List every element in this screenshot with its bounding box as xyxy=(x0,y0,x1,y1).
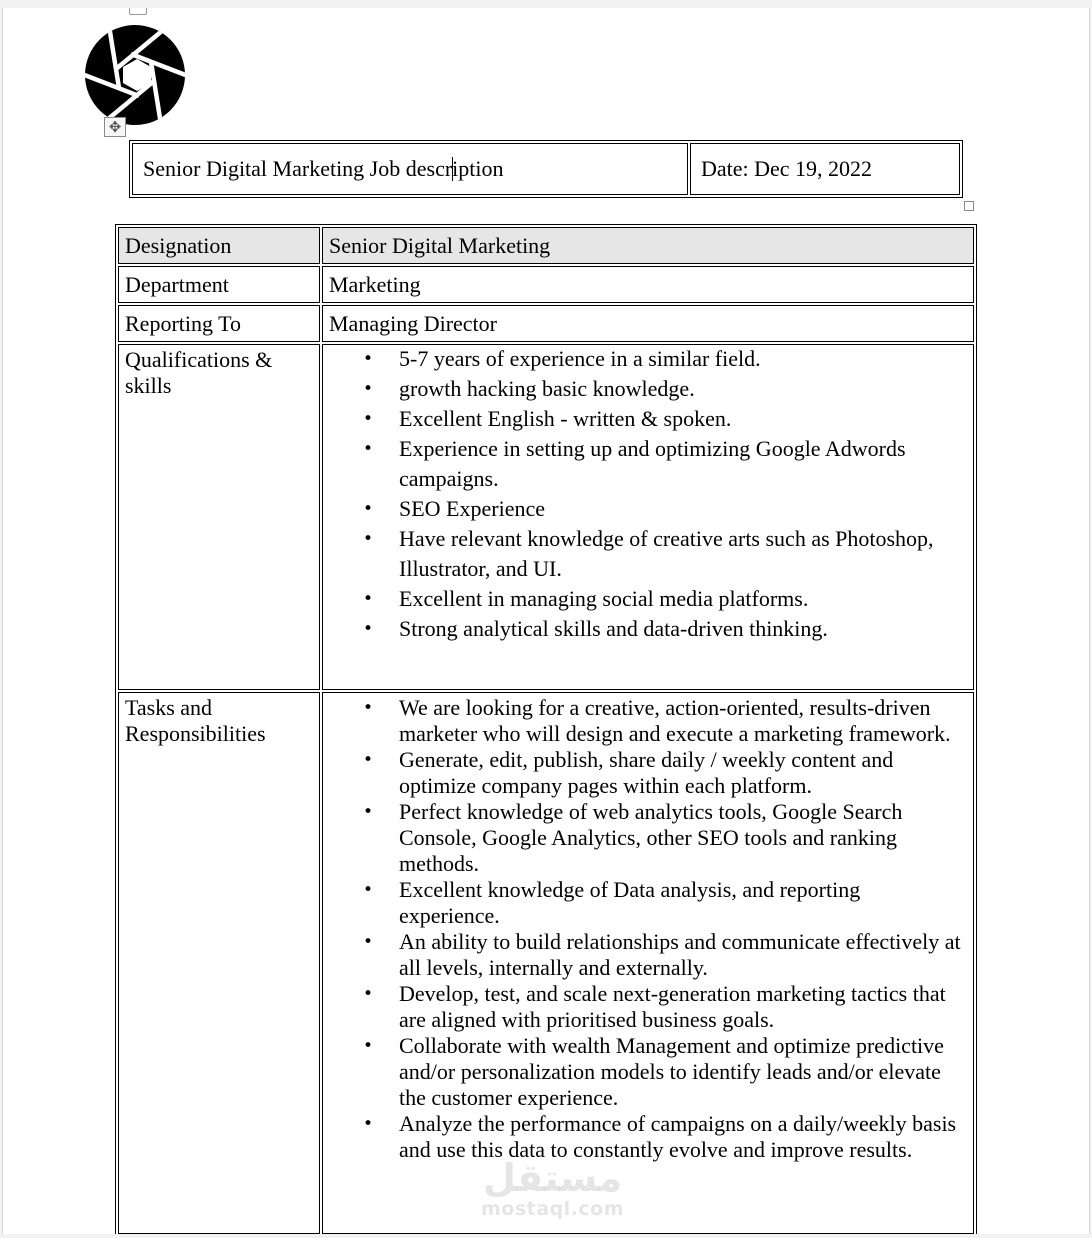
tasks-cell[interactable] xyxy=(322,692,974,1234)
list-item: • Analyze the performance of campaigns on a daily/weekly basis and use this data to constantly evolve and improve results. xyxy=(329,1111,967,1163)
document-title-cell[interactable] xyxy=(132,143,688,195)
header-table xyxy=(129,140,963,198)
list-item: • Have relevant knowledge of creative arts such as Photoshop, Illustrator, and UI. xyxy=(329,524,967,584)
list-item: • Excellent English - written & spoken. xyxy=(329,404,967,434)
table-row-reporting xyxy=(118,305,974,342)
aperture-logo-icon xyxy=(83,23,187,127)
list-item: • An ability to build relationships and communicate effectively at all levels, internally and externally. xyxy=(329,929,967,981)
department-value[interactable]: Marketing xyxy=(322,266,974,303)
list-item: • Generate, edit, publish, share daily / weekly content and optimize company pages within each platform. xyxy=(329,747,967,799)
list-item: • SEO Experience xyxy=(329,494,967,524)
ruler-checkbox[interactable] xyxy=(129,8,147,15)
designation-label[interactable]: Designation xyxy=(118,227,320,264)
list-item: • We are looking for a creative, action-oriented, results-driven marketer who will design and execute a marketing framework. xyxy=(329,695,967,747)
list-item: • Collaborate with wealth Management and optimize predictive and/or personalization models to identify leads and/or elevate the customer experience. xyxy=(329,1033,967,1111)
document-title-part1: Senior Digital Marketing Job descr xyxy=(143,156,453,181)
list-item: • Perfect knowledge of web analytics tools, Google Search Console, Google Analytics, other SEO tools and ranking methods. xyxy=(329,799,967,877)
list-item: • Experience in setting up and optimizing Google Adwords campaigns. xyxy=(329,434,967,494)
table-row-tasks xyxy=(118,692,974,1234)
document-date: Date: Dec 19, 2022 xyxy=(701,156,873,181)
ruler-strip xyxy=(123,8,663,14)
list-item: • Strong analytical skills and data-driven thinking. xyxy=(329,614,967,644)
reporting-value[interactable]: Managing Director xyxy=(322,305,974,342)
job-details-table xyxy=(115,224,977,1234)
list-item: • Develop, test, and scale next-generation marketing tactics that are aligned with prioritised business goals. xyxy=(329,981,967,1033)
document-title-part2: iption xyxy=(452,156,504,181)
list-item: • Excellent in managing social media platforms. xyxy=(329,584,967,614)
table-row-designation xyxy=(118,227,974,264)
tasks-list xyxy=(329,695,967,1163)
list-item: • growth hacking basic knowledge. xyxy=(329,374,967,404)
watermark-latin: mostaql.com xyxy=(481,1198,625,1220)
qualifications-list xyxy=(329,344,967,644)
designation-value[interactable]: Senior Digital Marketing xyxy=(322,227,974,264)
reporting-label[interactable]: Reporting To xyxy=(118,305,320,342)
watermark-arabic: مستقل xyxy=(483,1156,622,1200)
table-row-qualifications xyxy=(118,344,974,690)
department-label[interactable]: Department xyxy=(118,266,320,303)
qualifications-label[interactable]: Qualifications & skills xyxy=(118,344,320,690)
list-item: • Excellent knowledge of Data analysis, and reporting experience. xyxy=(329,877,967,929)
tasks-label[interactable]: Tasks and Responsibilities xyxy=(118,692,320,1234)
document-page xyxy=(2,8,1090,1234)
qualifications-cell[interactable] xyxy=(322,344,974,690)
table-resize-handle[interactable] xyxy=(964,201,974,211)
table-move-handle-icon[interactable]: ✥ xyxy=(104,117,126,137)
table-row-department xyxy=(118,266,974,303)
date-cell[interactable] xyxy=(690,143,960,195)
list-item: • 5-7 years of experience in a similar field. xyxy=(329,344,967,374)
